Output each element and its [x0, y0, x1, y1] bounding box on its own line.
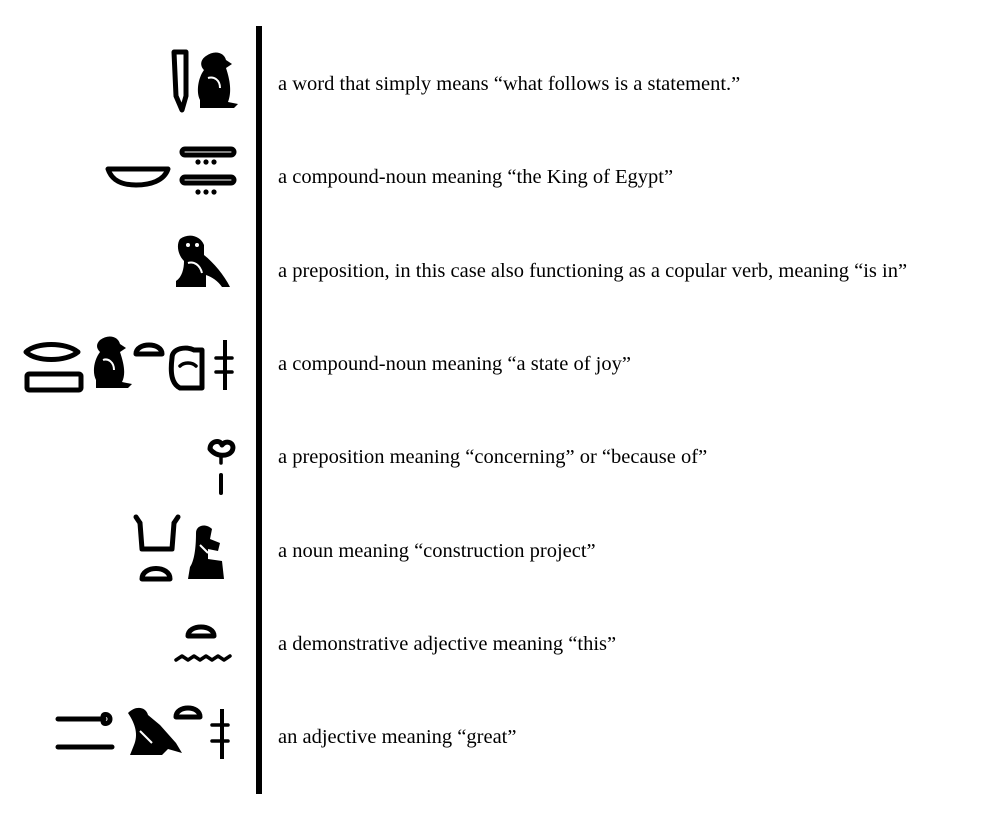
- bread-loaf-icon: [188, 627, 214, 636]
- mouth-icon: [26, 345, 78, 360]
- gloss-text: an adjective meaning “great”: [278, 726, 517, 748]
- water-ripple-icon: [176, 656, 230, 660]
- quail-chick-icon: [198, 53, 238, 108]
- land-strip-icon: [182, 149, 234, 165]
- single-stroke-icon: [216, 340, 232, 390]
- bread-loaf-icon: [176, 708, 200, 717]
- basket-icon: [108, 169, 168, 185]
- glyph-group: [0, 38, 248, 131]
- bread-loaf-icon: [142, 569, 170, 580]
- seated-man-icon: [188, 526, 224, 579]
- glyph-group: [0, 505, 248, 598]
- gloss-text: a noun meaning “construction project”: [278, 540, 596, 562]
- reed-leaf-icon: [174, 52, 186, 110]
- gloss-row: [0, 225, 1000, 318]
- land-strip-icon: [182, 177, 234, 195]
- pot-icon: [171, 348, 202, 388]
- gloss-row: [0, 38, 1000, 131]
- gloss-text: a word that simply means “what follows is a statement.”: [278, 73, 741, 95]
- lotus-icon: [210, 442, 233, 463]
- gloss-row: [0, 691, 1000, 784]
- glyph-group: [0, 225, 248, 318]
- single-stroke-icon: [219, 473, 223, 495]
- gloss-row: [0, 131, 1000, 224]
- gloss-text: a preposition meaning “concerning” or “because of”: [278, 446, 708, 468]
- gloss-text: a compound-noun meaning “the King of Egypt”: [278, 166, 674, 188]
- glyph-group: [0, 318, 248, 411]
- glyph-group: [0, 598, 248, 691]
- gloss-row: [0, 598, 1000, 691]
- owl-icon: [176, 236, 230, 287]
- glyph-group: [0, 411, 248, 504]
- quail-chick-icon: [94, 337, 132, 388]
- glyph-group: [0, 131, 248, 224]
- gloss-text: a compound-noun meaning “a state of joy”: [278, 353, 631, 375]
- gloss-row: [0, 505, 1000, 598]
- gloss-text: a preposition, in this case also functioning as a copular verb, meaning “is in”: [278, 260, 908, 282]
- glyph-group: [0, 691, 248, 784]
- bread-loaf-icon: [136, 345, 162, 354]
- door-bolt-icon: [27, 374, 81, 390]
- gloss-row: [0, 411, 1000, 504]
- gloss-text: a demonstrative adjective meaning “this”: [278, 633, 617, 655]
- single-stroke-icon: [212, 709, 228, 759]
- gloss-row: [0, 318, 1000, 411]
- door-bolt-icon: [58, 715, 112, 748]
- ka-arms-icon: [136, 517, 178, 549]
